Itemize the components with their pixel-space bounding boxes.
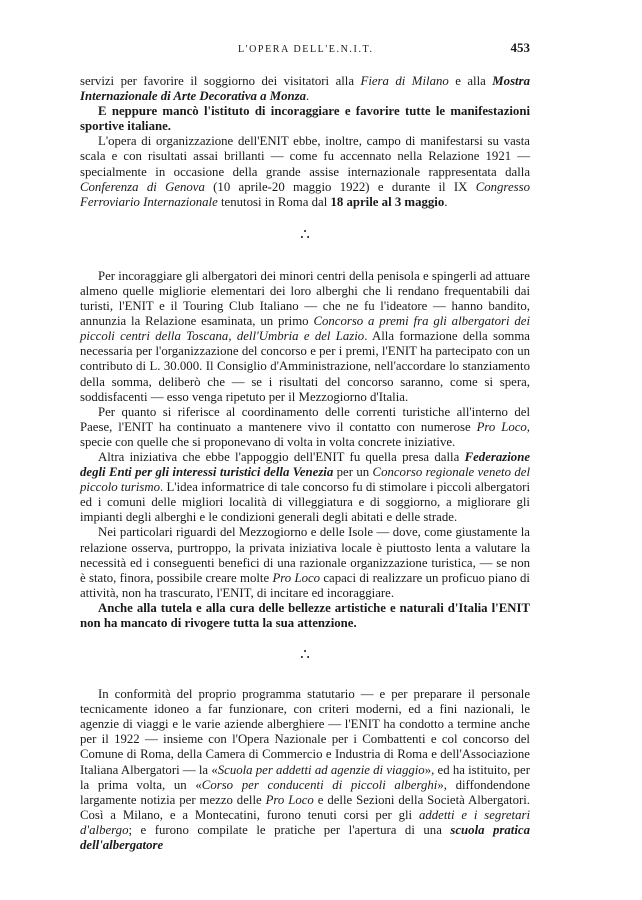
paragraph-mezzogiorno: Nei particolari riguardi del Mezzogiorno e delle Isole — dove, come giustamente la relazione osserva, purtroppo, la privata iniziativa locale è piuttosto lenta a valutare la necessità ed i conseguenti benefici di una razionale organizzazione turistica, — se non è stato, finora, possibile creare molte Pro Loco capaci di realizzare un proficuo piano di attività, non ha trascurato, l'ENIT, di incitare ed incoraggiare. — [80, 525, 530, 600]
paragraph-organization-work: L'opera di organizzazione dell'ENIT ebbe, inoltre, campo di manifestarsi su vasta scala e con risultati assai brillanti — come fu accennato nella Relazione 1921 — specialmente in occasione della grande assise internazionale rappresentata dalla Conferenza di Genova (10 aprile-20 maggio 1922) e durante il IX Congresso Ferroviario Internazionale tenutosi in Roma dal 18 aprile al 3 maggio. — [80, 134, 530, 209]
running-title: L'OPERA DELL'E.N.I.T. — [238, 44, 374, 55]
paragraph-hotel-contest: Per incoraggiare gli albergatori dei minori centri della penisola e spingerli ad attuare almeno quelle migliorie elementari dei loro alberghi che li rendano frequentabili dai turisti, l'ENIT e il Touring Club Italiano — che ne fu l'ideatore — hanno bandito, annunzia la Relazione esaminata, un primo Concorso a premi fra gli albergatori dei piccoli centri della Toscana, dell'Umbria e del Lazio. Alla formazione della somma necessaria per l'organizzazione del concorso e per i premi, l'ENIT ha partecipato con un contributo di L. 30.000. Il Consiglio d'Amministrazione, nell'accordare lo stanziamento della somma, deliberò che — se i risultati del concorso saranno, come si spera, soddisfacenti — esso venga ripetuto per il Mezzogiorno d'Italia. — [80, 268, 530, 404]
paragraph-pro-loco: Per quanto si riferisce al coordinamento delle correnti turistiche all'interno del Paese, l'ENIT ha continuato a mantenere vivo il contatto con numerose Pro Loco, specie con quelle che si proponevano di volta in volta concrete iniziative. — [80, 404, 530, 449]
paragraph-sport-events: E neppure mancò l'istituto di incoraggiare e favorire tutte le manifestazioni sportive italiane. — [80, 104, 530, 134]
document-page — [80, 40, 530, 853]
paragraph-venezia-federation: Altra iniziativa che ebbe l'appoggio dell'ENIT fu quella presa dalla Federazione degli Enti per gli interessi turistici della Venezia per un Concorso regionale veneto del piccolo turismo. L'idea informatrice di tale concorso fu di stimolare i piccoli albergatori ed i comuni delle migliori località di villeggiatura e di soggiorno, a migliorare gli impianti degli alberghi e le condizioni generali degli abitati e delle strade. — [80, 449, 531, 525]
page-number: 453 — [510, 40, 530, 55]
page-header — [80, 40, 530, 60]
paragraph-training-schools: In conformità del proprio programma statutario — e per preparare il personale tecnicamente idoneo a far funzionare, con criteri moderni, ed a fini nazionali, le agenzie di viaggi e le varie aziende alberghiere — l'ENIT ha condotto a termine anche per il 1922 — insieme con l'Opera Nazionale per i Combattenti e col concorso del Comune di Roma, della Camera di Commercio e Industria di Roma e dell'Associazione Italiana Albergatori — la «Scuola per addetti ad agenzie di viaggio», ed ha istituito, per la prima volta, un «Corso per conducenti di piccoli alberghi», diffondendone largamente notizia per mezzo delle Pro Loco e delle Sezioni della Società Albergatori. Così a Milano, e a Montecatini, furono tenuti corsi per gli addetti e i segretari d'albergo; e furono compilate le pratiche per l'apertura di una scuola pratica dell'albergatore — [80, 687, 531, 853]
section-separator-2: ∴ — [300, 647, 310, 664]
paragraph-art-protection: Anche alla tutela e alla cura delle bellezze artistiche e naturali d'Italia l'ENIT non ha mancato di rivogere tutta la sua attenzione. — [80, 600, 530, 630]
section-separator-1: ∴ — [300, 226, 310, 243]
paragraph-milano-fair: servizi per favorire il soggiorno dei visitatori alla Fiera di Milano e alla Mostra Internazionale di Arte Decorativa a Monza. — [80, 74, 530, 104]
